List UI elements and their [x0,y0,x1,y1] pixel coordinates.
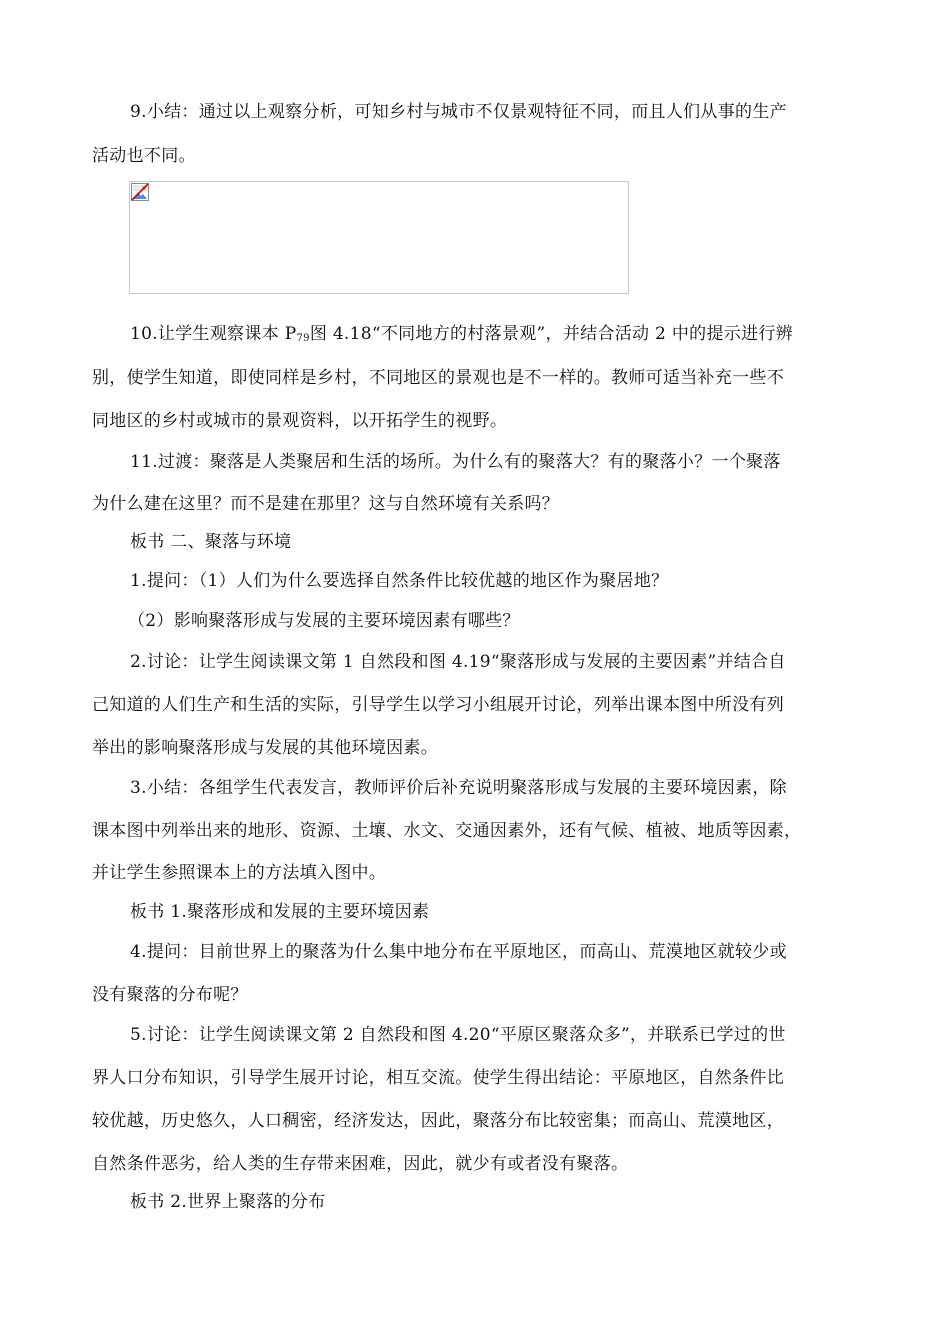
summary-3-line-1: 3.小结：各组学生代表发言，教师评价后补充说明聚落形成与发展的主要环境因素，除 [130,778,787,798]
paragraph-10-suffix: 图 4.18“不同地方的村落景观”，并结合活动 2 中的提示进行辨 [309,324,793,344]
discussion-5-line-4: 自然条件恶劣，给人类的生存带来困难，因此，就少有或者没有聚落。 [92,1154,629,1174]
paragraph-9-line-2: 活动也不同。 [92,146,196,166]
question-4-line-1: 4.提问：目前世界上的聚落为什么集中地分布在平原地区，而高山、荒漠地区就较少或 [130,942,787,962]
board-note-1: 板书 二、聚落与环境 [130,532,292,552]
discussion-2-line-2: 己知道的人们生产和生活的实际，引导学生以学习小组展开讨论，列举出课本图中所没有列 [92,695,784,715]
discussion-5-line-1: 5.讨论：让学生阅读课文第 2 自然段和图 4.20“平原区聚落众多”，并联系已学过的世 [130,1025,786,1045]
discussion-5-line-3: 较优越，历史悠久，人口稠密，经济发达，因此，聚落分布比较密集；而高山、荒漠地区， [92,1111,784,1131]
summary-3-line-2: 课本图中列举出来的地形、资源、土壤、水文、交通因素外，还有气候、植被、地质等因素， [92,821,802,841]
board-note-3: 板书 2.世界上聚落的分布 [130,1192,326,1212]
image-placeholder [129,181,629,294]
discussion-5-line-2: 界人口分布知识，引导学生展开讨论，相互交流。使学生得出结论：平原地区，自然条件比 [92,1068,784,1088]
question-1-line-2: （2）影响聚落形成与发展的主要环境因素有哪些？ [128,611,520,631]
paragraph-11-line-1: 11.过渡：聚落是人类聚居和生活的场所。为什么有的聚落大？有的聚落小？一个聚落 [130,452,781,472]
discussion-2-line-1: 2.讨论：让学生阅读课文第 1 自然段和图 4.19“聚落形成与发展的主要因素”并结合自 [130,652,786,672]
paragraph-10-line-1 [130,323,793,350]
discussion-2-line-3: 举出的影响聚落形成与发展的其他环境因素。 [92,738,438,758]
paragraph-11-line-2: 为什么建在这里？而不是建在那里？这与自然环境有关系吗？ [92,494,560,514]
question-1-line-1: 1.提问：（1）人们为什么要选择自然条件比较优越的地区作为聚居地？ [130,571,669,591]
board-note-2: 板书 1.聚落形成和发展的主要环境因素 [130,902,430,922]
question-4-line-2: 没有聚落的分布呢？ [92,985,248,1005]
page-number-subscript: 79 [296,333,310,344]
paragraph-9-line-1: 9.小结：通过以上观察分析，可知乡村与城市不仅景观特征不同，而且人们从事的生产 [130,102,787,122]
paragraph-10-prefix: 10.让学生观察课本 P [130,324,297,344]
summary-3-line-3: 并让学生参照课本上的方法填入图中。 [92,863,387,883]
broken-image-icon [131,183,149,201]
paragraph-10-line-3: 同地区的乡村或城市的景观资料，以开拓学生的视野。 [92,411,508,431]
paragraph-10-line-2: 别，使学生知道，即使同样是乡村，不同地区的景观也是不一样的。教师可适当补充一些不 [92,368,784,388]
